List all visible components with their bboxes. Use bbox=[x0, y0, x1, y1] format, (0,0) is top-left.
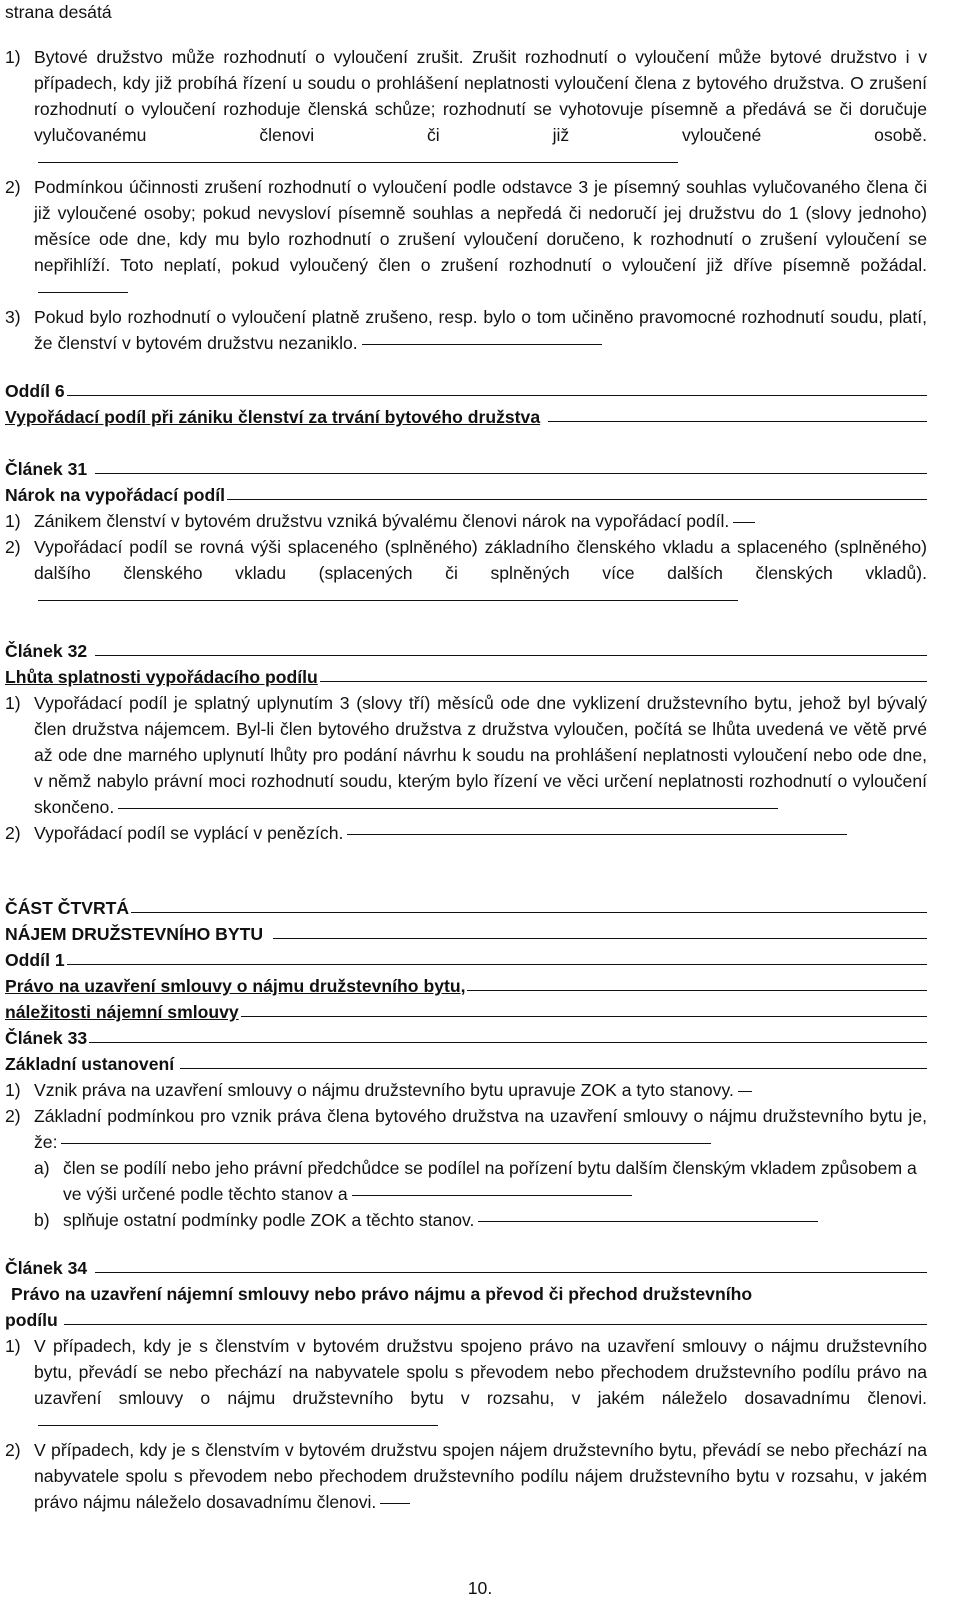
item-number: 2) bbox=[5, 823, 21, 843]
item-number: 2) bbox=[5, 1106, 21, 1126]
item-number: 1) bbox=[5, 693, 21, 713]
article-subtitle: Základní ustanovení bbox=[5, 1051, 927, 1077]
list-item bbox=[5, 1333, 927, 1437]
item-text: V případech, kdy je s členstvím v bytovém družstvu spojen nájem družstevního bytu, převádí se nebo přechází na nabyvatele spolu s převodem nebo přechodem družstevního podílu nájem družstevního bytu v rozsahu, v jakém právo nájmu náleželo dosavadnímu členovi. bbox=[34, 1440, 927, 1512]
item-letter: a) bbox=[34, 1158, 50, 1178]
article-title: Článek 31 bbox=[5, 456, 927, 482]
article-title: Článek 33 bbox=[5, 1025, 927, 1051]
list-item bbox=[5, 1103, 927, 1155]
article-title: Článek 34 bbox=[5, 1255, 927, 1281]
part-subtitle: NÁJEM DRUŽSTEVNÍHO BYTU bbox=[5, 921, 927, 947]
part-title: ČÁST ČTVRTÁ bbox=[5, 895, 927, 921]
item-text: Pokud bylo rozhodnutí o vyloučení platně zrušeno, resp. bylo o tom učiněno pravomocné rozhodnutí soudu, platí, že členství v bytovém družstvu nezaniklo. bbox=[34, 307, 927, 353]
list-item bbox=[5, 174, 927, 304]
item-text: člen se podílí nebo jeho právní předchůdce se podílel na pořízení bytu dalším členským vkladem způsobem a ve výši určené podle těchto stanov a bbox=[63, 1158, 917, 1204]
list-item bbox=[5, 1077, 927, 1103]
item-number: 2) bbox=[5, 537, 21, 557]
item-text: splňuje ostatní podmínky podle ZOK a těchto stanov. bbox=[63, 1207, 927, 1233]
list-item bbox=[5, 690, 927, 820]
item-number: 1) bbox=[5, 511, 21, 531]
list-item bbox=[5, 1437, 927, 1515]
item-number: 2) bbox=[5, 177, 21, 197]
list-item bbox=[5, 44, 927, 174]
item-text: Zánikem členství v bytovém družstvu vzniká bývalému členovi nárok na vypořádací podíl. bbox=[34, 508, 927, 534]
item-number: 1) bbox=[5, 1080, 21, 1100]
item-number: 2) bbox=[5, 1440, 21, 1460]
item-text: Vypořádací podíl je splatný uplynutím 3 (slovy tří) měsíců ode dne vyklizení družstevního bytu, jehož byl bývalý člen družstva nájemcem. Byl-li člen bytového družstva z družstva vyloučen, počítá se lhůta uvedená ve větě prvé až ode dne marného uplynutí lhůty pro podání návrhu k soudu na prohlášení neplatnosti vyloučení nebo ode dne, v němž nabylo právní moci rozhodnutí soudu, kterým bylo řízení ve věci určení neplatnosti rozhodnutí o vyloučení skončeno. bbox=[34, 693, 927, 817]
clanek-32 bbox=[5, 638, 927, 846]
item-number: 1) bbox=[5, 1336, 21, 1356]
oddil-title: Oddíl 1 bbox=[5, 947, 927, 973]
list-item bbox=[5, 820, 927, 846]
clanek-34 bbox=[5, 1255, 927, 1515]
article-subtitle: Lhůta splatnosti vypořádacího podílu bbox=[5, 664, 927, 690]
article-subtitle-1: Právo na uzavření nájemní smlouvy nebo právo nájmu a převod či přechod družstevního bbox=[11, 1284, 753, 1304]
item-text: Základní podmínkou pro vznik práva člena bytového družstva na uzavření smlouvy o nájmu družstevního bytu je, že: bbox=[34, 1106, 927, 1152]
item-text: Vypořádací podíl se vyplácí v penězích. bbox=[34, 820, 927, 846]
oddil-subtitle-2: náležitosti nájemní smlouvy bbox=[5, 999, 927, 1025]
page-number: 10. bbox=[467, 1578, 493, 1598]
oddil-subtitle-1: Právo na uzavření smlouvy o nájmu družstevního bytu, bbox=[5, 973, 927, 999]
item-number: 3) bbox=[5, 307, 21, 327]
section-subtitle: Vypořádací podíl při zániku členství za trvání bytového družstva bbox=[5, 404, 927, 430]
page-label: strana desátá bbox=[5, 2, 112, 22]
clanek-33 bbox=[5, 1025, 927, 1233]
article-subtitle: Nárok na vypořádací podíl bbox=[5, 482, 927, 508]
item-text: Vypořádací podíl se rovná výši splaceného (splněného) základního členského vkladu a splaceného (splněného) dalšího členského vkladu (splacených či splněných více dalších členských vkladů). bbox=[34, 534, 927, 612]
item-text: V případech, kdy je s členstvím v bytovém družstvu spojeno právo na uzavření smlouvy o nájmu družstevního bytu, převádí se nebo přechází na nabyvatele spolu s převodem nebo přechodem družstevního podílu právo na uzavření smlouvy o nájmu družstevního bytu v rozsahu, v jakém náleželo dosavadnímu členovi. bbox=[34, 1333, 927, 1437]
item-number: 1) bbox=[5, 47, 21, 67]
article-subtitle-2: podílu bbox=[5, 1307, 927, 1333]
sub-item bbox=[5, 1207, 927, 1233]
section-title: Oddíl 6 bbox=[5, 378, 927, 404]
list-item bbox=[5, 508, 927, 534]
cast-ctvrta bbox=[5, 895, 927, 1025]
item-text: Vznik práva na uzavření smlouvy o nájmu družstevního bytu upravuje ZOK a tyto stanovy. bbox=[34, 1077, 927, 1103]
list-item bbox=[5, 534, 927, 612]
clanek-31 bbox=[5, 456, 927, 612]
item-letter: b) bbox=[34, 1210, 50, 1230]
item-text: Podmínkou účinnosti zrušení rozhodnutí o vyloučení podle odstavce 3 je písemný souhlas vylučovaného člena či již vyloučené osoby; pokud nevysloví písemně souhlas a nepředá či nedoručí jej družstvu do 1 (slovy jednoho) měsíce ode dne, kdy mu bylo rozhodnutí o zrušení vyloučení doručeno, k rozhodnutí o zrušení vyloučení se nepřihlíží. Toto neplatí, pokud vyloučený člen o zrušení rozhodnutí o vyloučení již dříve písemně požádal. bbox=[34, 174, 927, 304]
list-item bbox=[5, 304, 927, 356]
item-text: Bytové družstvo může rozhodnutí o vyloučení zrušit. Zrušit rozhodnutí o vyloučení může bytové družstvo i v případech, kdy již probíhá řízení u soudu o prohlášení neplatnosti vyloučení člena z bytového družstva. O zrušení rozhodnutí o vyloučení rozhoduje členská schůze; rozhodnutí se vyhotovuje písemně a předává se či doručuje vylučovanému členovi či již vyloučené osobě. bbox=[34, 44, 927, 174]
article-title: Článek 32 bbox=[5, 638, 927, 664]
section-block-1 bbox=[5, 44, 927, 356]
sub-item bbox=[5, 1155, 927, 1207]
oddil-6-heading bbox=[5, 378, 927, 430]
